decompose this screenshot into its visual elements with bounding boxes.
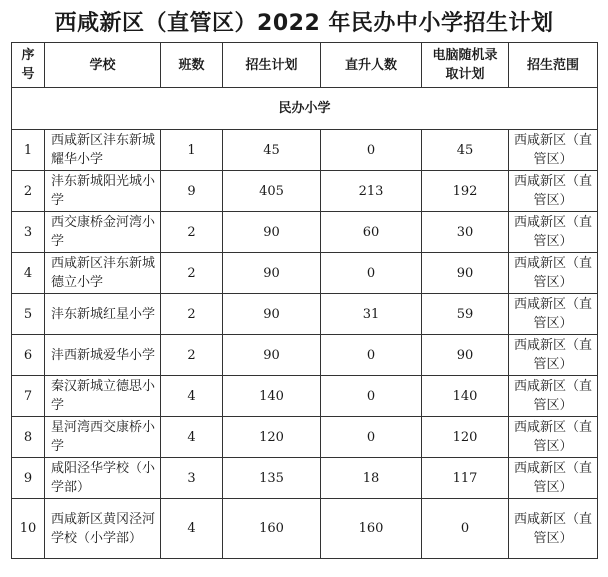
cell-classes: 2 (161, 212, 223, 253)
cell-school: 星河湾西交康桥小学 (45, 417, 161, 458)
cell-direct: 160 (321, 499, 422, 559)
cell-lottery: 0 (422, 499, 509, 559)
cell-scope: 西咸新区（直管区） (509, 417, 598, 458)
cell-scope: 西咸新区（直管区） (509, 130, 598, 171)
cell-index: 4 (12, 253, 45, 294)
cell-scope: 西咸新区（直管区） (509, 499, 598, 559)
cell-plan: 140 (223, 376, 321, 417)
table-row (12, 499, 598, 559)
cell-classes: 4 (161, 499, 223, 559)
table-row (12, 417, 598, 458)
header-plan: 招生计划 (223, 43, 321, 88)
cell-index: 5 (12, 294, 45, 335)
cell-plan: 405 (223, 171, 321, 212)
cell-lottery: 140 (422, 376, 509, 417)
cell-lottery: 120 (422, 417, 509, 458)
table-row (12, 294, 598, 335)
cell-plan: 90 (223, 294, 321, 335)
cell-index: 8 (12, 417, 45, 458)
cell-direct: 0 (321, 130, 422, 171)
header-school: 学校 (45, 43, 161, 88)
cell-index: 7 (12, 376, 45, 417)
cell-scope: 西咸新区（直管区） (509, 294, 598, 335)
header-classes: 班数 (161, 43, 223, 88)
enrollment-table (11, 42, 598, 559)
cell-scope: 西咸新区（直管区） (509, 335, 598, 376)
cell-school: 西咸新区沣东新城德立小学 (45, 253, 161, 294)
cell-plan: 90 (223, 335, 321, 376)
cell-direct: 213 (321, 171, 422, 212)
document-title: 西咸新区（直管区）2022 年民办中小学招生计划 (54, 11, 554, 36)
table-row (12, 212, 598, 253)
section-label: 民办小学 (12, 88, 598, 130)
cell-plan: 120 (223, 417, 321, 458)
cell-plan: 45 (223, 130, 321, 171)
cell-school: 西咸新区黄冈泾河学校（小学部） (45, 499, 161, 559)
cell-plan: 90 (223, 253, 321, 294)
cell-direct: 0 (321, 253, 422, 294)
cell-plan: 160 (223, 499, 321, 559)
cell-classes: 4 (161, 417, 223, 458)
cell-index: 6 (12, 335, 45, 376)
cell-classes: 4 (161, 376, 223, 417)
cell-school: 沣东新城阳光城小学 (45, 171, 161, 212)
cell-classes: 9 (161, 171, 223, 212)
cell-school: 西交康桥金河湾小学 (45, 212, 161, 253)
cell-scope: 西咸新区（直管区） (509, 253, 598, 294)
cell-direct: 0 (321, 417, 422, 458)
cell-classes: 1 (161, 130, 223, 171)
table-row (12, 130, 598, 171)
table-row (12, 335, 598, 376)
cell-index: 2 (12, 171, 45, 212)
header-lottery: 电脑随机录取计划 (422, 43, 509, 88)
cell-plan: 90 (223, 212, 321, 253)
cell-lottery: 59 (422, 294, 509, 335)
cell-lottery: 117 (422, 458, 509, 499)
cell-classes: 2 (161, 335, 223, 376)
cell-index: 3 (12, 212, 45, 253)
cell-lottery: 192 (422, 171, 509, 212)
cell-index: 9 (12, 458, 45, 499)
cell-direct: 31 (321, 294, 422, 335)
cell-plan: 135 (223, 458, 321, 499)
cell-direct: 0 (321, 376, 422, 417)
cell-lottery: 90 (422, 253, 509, 294)
header-direct: 直升人数 (321, 43, 422, 88)
cell-index: 10 (12, 499, 45, 559)
cell-school: 沣西新城爱华小学 (45, 335, 161, 376)
cell-scope: 西咸新区（直管区） (509, 458, 598, 499)
cell-classes: 2 (161, 253, 223, 294)
cell-scope: 西咸新区（直管区） (509, 376, 598, 417)
cell-direct: 18 (321, 458, 422, 499)
header-index: 序号 (12, 43, 45, 88)
table-row (12, 376, 598, 417)
header-scope: 招生范围 (509, 43, 598, 88)
cell-scope: 西咸新区（直管区） (509, 212, 598, 253)
header-row (12, 43, 598, 88)
cell-lottery: 45 (422, 130, 509, 171)
table-row (12, 171, 598, 212)
table-row (12, 253, 598, 294)
cell-school: 秦汉新城立德思小学 (45, 376, 161, 417)
cell-direct: 60 (321, 212, 422, 253)
cell-school: 咸阳泾华学校（小学部） (45, 458, 161, 499)
cell-direct: 0 (321, 335, 422, 376)
cell-classes: 2 (161, 294, 223, 335)
cell-scope: 西咸新区（直管区） (509, 171, 598, 212)
cell-lottery: 90 (422, 335, 509, 376)
cell-school: 沣东新城红星小学 (45, 294, 161, 335)
cell-classes: 3 (161, 458, 223, 499)
table-row (12, 458, 598, 499)
cell-index: 1 (12, 130, 45, 171)
section-row (12, 88, 598, 130)
cell-lottery: 30 (422, 212, 509, 253)
cell-school: 西咸新区沣东新城耀华小学 (45, 130, 161, 171)
